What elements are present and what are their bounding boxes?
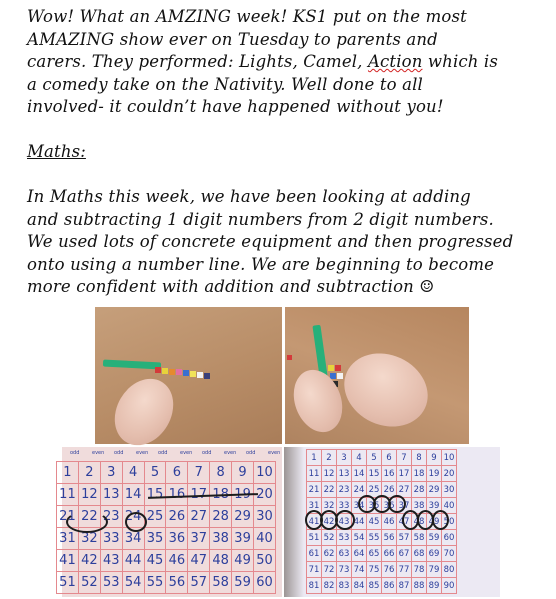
- hundred-square-2-cell: 79: [427, 562, 442, 578]
- hundred-square-2-cell: 15: [367, 466, 382, 482]
- hundred-square-1-cell: 33: [100, 528, 122, 550]
- hundred-square-1-cell: 59: [232, 572, 254, 594]
- hundred-square-1-cell: 8: [210, 462, 232, 484]
- photo-hundred-square-2: [284, 447, 500, 597]
- hundred-square-2-cell: 4: [352, 450, 367, 466]
- hundred-square-2-cell: 72: [322, 562, 337, 578]
- hundred-square-2-cell: 6: [382, 450, 397, 466]
- hundred-square-2-row: [307, 450, 457, 466]
- intro-line-5: involved- it couldn’t have happened without you!: [27, 97, 444, 116]
- intro-line-3: [27, 51, 547, 74]
- hundred-square-1-cell: 37: [188, 528, 210, 550]
- hundred-square-2-cell: 2: [322, 450, 337, 466]
- hundred-square-1-cell: 12: [78, 484, 100, 506]
- header-even: even: [224, 450, 237, 456]
- hundred-square-2-cell: 83: [337, 578, 352, 594]
- hundred-square-2-cell: 81: [307, 578, 322, 594]
- hundred-square-1-row: [57, 572, 276, 594]
- hundred-square-1-cell: 38: [210, 528, 232, 550]
- hundred-square-1-cell: 16: [166, 484, 188, 506]
- hundred-square-1-cell: 7: [188, 462, 210, 484]
- hundred-square-1-cell: 41: [57, 550, 79, 572]
- header-odd: odd: [202, 450, 212, 456]
- cube-red: [335, 365, 341, 371]
- hundred-square-2-cell: 75: [367, 562, 382, 578]
- pen-circle-43: [335, 510, 355, 530]
- hundred-square-2-cell: 11: [307, 466, 322, 482]
- hundred-square-2-row: [307, 546, 457, 562]
- hundred-square-2-row: [307, 562, 457, 578]
- hundred-square-2-cell: 3: [337, 450, 352, 466]
- hundred-square-1-cell: 3: [100, 462, 122, 484]
- cube-yellow: [328, 365, 334, 371]
- cube-white: [197, 372, 203, 378]
- header-odd: odd: [114, 450, 124, 456]
- pen-circle-36: [388, 495, 406, 513]
- intro-line-3-end: which is: [422, 52, 498, 71]
- cube-yellow: [162, 368, 168, 374]
- hundred-square-2-cell: 18: [412, 466, 427, 482]
- cube-red-small: [287, 355, 292, 360]
- hundred-square-2-cell: 80: [442, 562, 457, 578]
- hundred-square-2-cell: 29: [427, 482, 442, 498]
- maths-heading: Maths:: [27, 142, 86, 161]
- hundred-square-2-cell: 8: [412, 450, 427, 466]
- hundred-square-1-cell: 49: [232, 550, 254, 572]
- hundred-square-1-cell: 4: [122, 462, 144, 484]
- hundred-square-1-cell: 11: [57, 484, 79, 506]
- hundred-square-2-cell: 51: [307, 530, 322, 546]
- hundred-square-2-cell: 64: [352, 546, 367, 562]
- hundred-square-2-cell: 87: [397, 578, 412, 594]
- intro-line-3-start: carers. They performed: Lights, Camel,: [27, 52, 368, 71]
- hundred-square-1-cell: 31: [57, 528, 79, 550]
- hundred-square-2-cell: 77: [397, 562, 412, 578]
- header-odd: odd: [246, 450, 256, 456]
- hundred-square-2-cell: 73: [337, 562, 352, 578]
- photo-counting-cubes: [285, 307, 469, 444]
- header-even: even: [92, 450, 105, 456]
- hundred-square-2-cell: 45: [367, 514, 382, 530]
- hundred-square-2-cell: 55: [367, 530, 382, 546]
- pen-circle-22: [66, 511, 108, 533]
- hundred-square-2-cell: 49: [427, 514, 442, 530]
- hundred-square-2-cell: 1: [307, 450, 322, 466]
- hundred-square-1-cell: 19: [232, 484, 254, 506]
- paragraph-gap: [27, 164, 547, 187]
- header-even: even: [268, 450, 281, 456]
- hundred-square-1-cell: 48: [210, 550, 232, 572]
- hundred-square-2-cell: 12: [322, 466, 337, 482]
- photo-shadow: [284, 447, 304, 597]
- intro-line-2: AMAZING show ever on Tuesday to parents and: [27, 29, 438, 49]
- hundred-square-1-cell: 14: [122, 484, 144, 506]
- hundred-square-2-cell: 36: [382, 498, 397, 514]
- hundred-square-1-cell: 39: [232, 528, 254, 550]
- hundred-square-2-cell: 22: [322, 482, 337, 498]
- child-hand-right: [332, 340, 440, 440]
- hundred-square-1-row: [57, 550, 276, 572]
- green-rod: [103, 359, 161, 369]
- hundred-square-1-cell: 29: [232, 506, 254, 528]
- hundred-square-1-cell: 45: [144, 550, 166, 572]
- hundred-square-1-cell: 56: [166, 572, 188, 594]
- hundred-square-1-cell: 58: [210, 572, 232, 594]
- hundred-square-1-cell: 35: [144, 528, 166, 550]
- hundred-square-2-cell: 33: [337, 498, 352, 514]
- hundred-square-2-row: [307, 530, 457, 546]
- hundred-square-2-cell: 23: [337, 482, 352, 498]
- hundred-square-2-cell: 52: [322, 530, 337, 546]
- hundred-square-2-cell: 86: [382, 578, 397, 594]
- hundred-square-2-cell: 13: [337, 466, 352, 482]
- hundred-square-2-cell: 56: [382, 530, 397, 546]
- header-odd: odd: [70, 450, 80, 456]
- hundred-square-1-cell: 46: [166, 550, 188, 572]
- hundred-square-2-cell: 54: [352, 530, 367, 546]
- hundred-square-2-cell: 50: [442, 514, 457, 530]
- hundred-square-2-cell: 71: [307, 562, 322, 578]
- hundred-square-1-cell: 18: [210, 484, 232, 506]
- newsletter-text: [27, 6, 547, 299]
- photo-number-rod: [95, 307, 282, 444]
- intro-line-1: Wow! What an AMZING week! KS1 put on the most: [27, 7, 467, 26]
- hundred-square-1-cell: 40: [254, 528, 276, 550]
- hundred-square-2-cell: 62: [322, 546, 337, 562]
- hundred-square-1-cell: 1: [57, 462, 79, 484]
- hundred-square-1-cell: 47: [188, 550, 210, 572]
- hundred-square-2-cell: 24: [352, 482, 367, 498]
- hundred-square-2-cell: 20: [442, 466, 457, 482]
- hundred-square-1-cell: 43: [100, 550, 122, 572]
- hundred-square-2-cell: 68: [412, 546, 427, 562]
- hundred-square-1-cell: 9: [232, 462, 254, 484]
- hundred-square-2-cell: 32: [322, 498, 337, 514]
- hundred-square-1-cell: 22: [78, 506, 100, 528]
- hundred-square-2-cell: 28: [412, 482, 427, 498]
- hundred-square-2-cell: 70: [442, 546, 457, 562]
- hundred-square-2-cell: 41: [307, 514, 322, 530]
- hundred-square-1-cell: 27: [188, 506, 210, 528]
- hundred-square-2-cell: 14: [352, 466, 367, 482]
- hundred-square-2-cell: 10: [442, 450, 457, 466]
- hundred-square-1-cell: 51: [57, 572, 79, 594]
- intro-line-4: a comedy take on the Nativity. Well done to all: [27, 74, 423, 94]
- hundred-square-2-cell: 26: [382, 482, 397, 498]
- pen-circle-24: [125, 512, 147, 532]
- hundred-square-2-cell: 90: [442, 578, 457, 594]
- hundred-square-1-cell: 36: [166, 528, 188, 550]
- hundred-square-2-cell: 63: [337, 546, 352, 562]
- cube-red: [155, 367, 161, 373]
- pen-circle-49: [432, 510, 449, 530]
- hundred-square-2-cell: 48: [412, 514, 427, 530]
- hundred-square-1-cell: 13: [100, 484, 122, 506]
- hundred-square-2-cell: 9: [427, 450, 442, 466]
- hundred-square-1-cell: 42: [78, 550, 100, 572]
- hundred-square-2-cell: 84: [352, 578, 367, 594]
- hundred-square-1-cell: 20: [254, 484, 276, 506]
- hundred-square-1-cell: 26: [166, 506, 188, 528]
- hundred-square-1-cell: 44: [122, 550, 144, 572]
- hundred-square-2-cell: 34: [352, 498, 367, 514]
- maths-line-5: more confident with addition and subtraction ☺: [27, 277, 435, 296]
- hundred-square-2-cell: 57: [397, 530, 412, 546]
- hundred-square-2-cell: 65: [367, 546, 382, 562]
- hundred-square-1-cell: 57: [188, 572, 210, 594]
- hundred-square-2-cell: 16: [382, 466, 397, 482]
- hundred-square-2-cell: 47: [397, 514, 412, 530]
- hundred-square-1-cell: 24: [122, 506, 144, 528]
- hundred-square-2-row: [307, 578, 457, 594]
- hundred-square-2-cell: 61: [307, 546, 322, 562]
- hundred-square-1-cell: 23: [100, 506, 122, 528]
- hundred-square-2-cell: 19: [427, 466, 442, 482]
- hundred-square-1-cell: 5: [144, 462, 166, 484]
- hundred-square-2-cell: 67: [397, 546, 412, 562]
- hundred-square-1-cell: 32: [78, 528, 100, 550]
- hundred-square-1-cell: 52: [78, 572, 100, 594]
- header-even: even: [136, 450, 149, 456]
- hundred-square-2-cell: 40: [442, 498, 457, 514]
- hundred-square-1-cell: 10: [254, 462, 276, 484]
- hundred-square-1-cell: 30: [254, 506, 276, 528]
- hundred-square-2-cell: 78: [412, 562, 427, 578]
- hundred-square-1-cell: 34: [122, 528, 144, 550]
- cube-orange: [169, 369, 175, 375]
- cube-blue: [183, 370, 189, 376]
- hundred-square-2-cell: 39: [427, 498, 442, 514]
- photo-hundred-square-1: [59, 447, 282, 597]
- hundred-square-2-cell: 60: [442, 530, 457, 546]
- hundred-square-1-cell: 60: [254, 572, 276, 594]
- paragraph-gap: [27, 119, 547, 142]
- hundred-square-2-cell: 25: [367, 482, 382, 498]
- hundred-square-2-cell: 46: [382, 514, 397, 530]
- hundred-square-2-cell: 35: [367, 498, 382, 514]
- header-even: even: [180, 450, 193, 456]
- hundred-square-2-cell: 69: [427, 546, 442, 562]
- cube-white: [337, 373, 343, 379]
- hundred-square-2-cell: 74: [352, 562, 367, 578]
- hundred-square-2-cell: 38: [412, 498, 427, 514]
- cube-navy: [204, 373, 210, 379]
- hundred-square-2-cell: 85: [367, 578, 382, 594]
- hundred-square-2-cell: 27: [397, 482, 412, 498]
- hundred-square-1-cell: 2: [78, 462, 100, 484]
- hundred-square-2-cell: 21: [307, 482, 322, 498]
- hundred-square-1-cell: 50: [254, 550, 276, 572]
- maths-line-1: In Maths this week, we have been looking at adding: [27, 187, 471, 206]
- cube-yellow-2: [190, 371, 196, 377]
- hundred-square-2-cell: 44: [352, 514, 367, 530]
- hundred-square-2-cell: 43: [337, 514, 352, 530]
- hundred-square-1-cell: 53: [100, 572, 122, 594]
- hundred-square-2-cell: 37: [397, 498, 412, 514]
- hundred-square-2-cell: 17: [397, 466, 412, 482]
- hundred-square-2-cell: 31: [307, 498, 322, 514]
- hundred-square-2-cell: 59: [427, 530, 442, 546]
- hundred-square-2-cell: 30: [442, 482, 457, 498]
- hundred-square-1-cell: 6: [166, 462, 188, 484]
- hundred-square-1-cell: 25: [144, 506, 166, 528]
- maths-line-4: onto using a number line. We are beginning to become: [27, 254, 495, 274]
- hundred-square-2-cell: 82: [322, 578, 337, 594]
- hundred-square-1-cell: 55: [144, 572, 166, 594]
- cube-pink: [176, 369, 182, 375]
- show-title-action: Action: [367, 52, 423, 71]
- hundred-square-2-row: [307, 466, 457, 482]
- maths-line-2: and subtracting 1 digit numbers from 2 digit numbers.: [27, 209, 494, 229]
- hundred-square-1-cell: 17: [188, 484, 210, 506]
- hundred-square-1-row: [57, 462, 276, 484]
- child-finger: [103, 368, 185, 456]
- hundred-square-2-cell: 66: [382, 546, 397, 562]
- hundred-square-2-cell: 58: [412, 530, 427, 546]
- hundred-square-1-cell: 54: [122, 572, 144, 594]
- header-odd: odd: [158, 450, 168, 456]
- hundred-square-2-cell: 7: [397, 450, 412, 466]
- hundred-square-1-cell: 28: [210, 506, 232, 528]
- hundred-square-2-cell: 89: [427, 578, 442, 594]
- hundred-square-2-cell: 42: [322, 514, 337, 530]
- hundred-square-2-cell: 53: [337, 530, 352, 546]
- hundred-square-2-cell: 5: [367, 450, 382, 466]
- hundred-square-1-cell: 21: [57, 506, 79, 528]
- hundred-square-2-cell: 88: [412, 578, 427, 594]
- maths-line-3: We used lots of concrete equipment and then progressed: [27, 232, 514, 251]
- hundred-square-1-cell: 15: [144, 484, 166, 506]
- hundred-square-2-cell: 76: [382, 562, 397, 578]
